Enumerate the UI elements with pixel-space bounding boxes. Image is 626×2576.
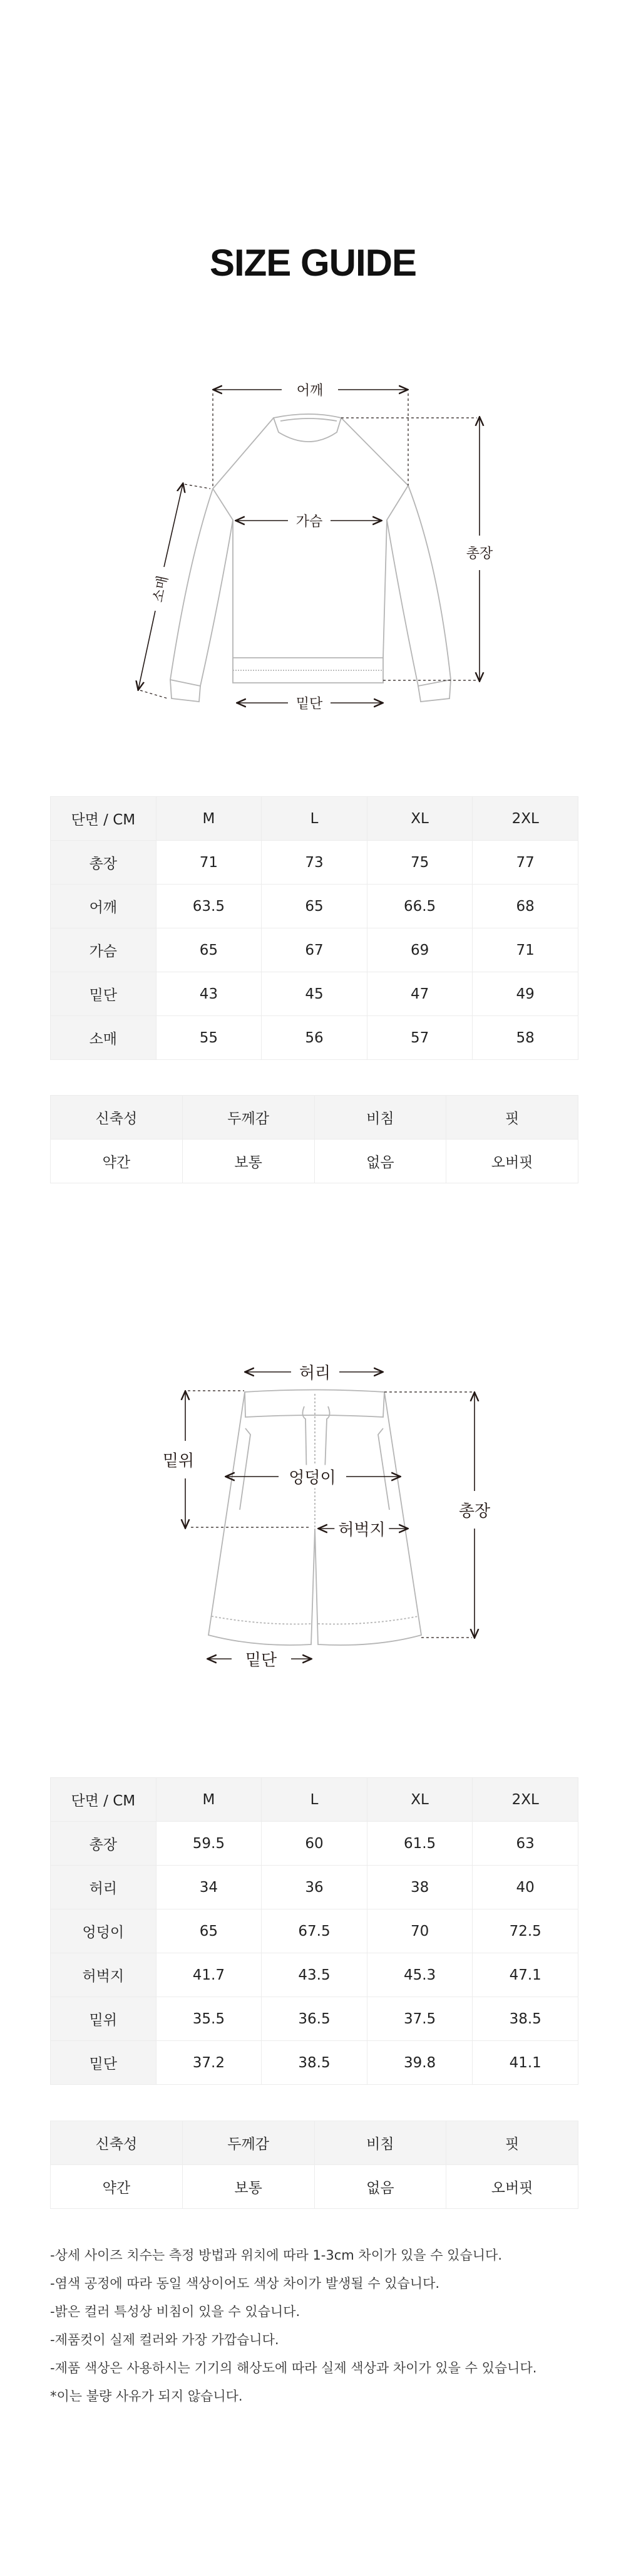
cell: 56 (262, 1016, 367, 1060)
table-header-row (51, 2121, 578, 2165)
note-line: -제품 색상은 사용하시는 기기의 해상도에 따라 실제 색상과 차이가 있을 수 있습니다. (50, 2360, 537, 2376)
header-cell: 2XL (473, 1778, 578, 1822)
cell: 72.5 (473, 1909, 578, 1953)
cell: 오버핏 (446, 2165, 578, 2209)
cell: 38 (367, 1866, 473, 1909)
row-label: 밑단 (51, 2041, 156, 2085)
table-row (51, 1866, 578, 1909)
cell: 61.5 (367, 1822, 473, 1866)
note-line: -상세 사이즈 치수는 측정 방법과 위치에 따라 1-3cm 차이가 있을 수 있습니다. (50, 2248, 502, 2263)
table-row (51, 1822, 578, 1866)
cell: 43 (156, 972, 262, 1016)
label-hip: 엉덩이 (285, 1465, 339, 1488)
row-label: 허벅지 (51, 1953, 156, 1997)
cell: 58 (473, 1016, 578, 1060)
bottom-fabric-table (50, 2121, 578, 2209)
table-row (51, 1953, 578, 1997)
table-row (51, 1140, 578, 1183)
top-size-table (50, 796, 578, 1060)
header-cell: 신축성 (51, 2121, 183, 2165)
row-label: 총장 (51, 1822, 156, 1866)
note-line: -밝은 컬러 특성상 비침이 있을 수 있습니다. (50, 2304, 300, 2319)
cell: 47 (367, 972, 473, 1016)
cell: 없음 (314, 1140, 446, 1183)
header-cell: 2XL (473, 797, 578, 841)
cell: 63 (473, 1822, 578, 1866)
row-label: 소매 (51, 1016, 156, 1060)
cell: 34 (156, 1866, 262, 1909)
row-label: 밑단 (51, 972, 156, 1016)
cell: 37.5 (367, 1997, 473, 2041)
cell: 71 (473, 928, 578, 972)
cell: 37.2 (156, 2041, 262, 2085)
cell: 67 (262, 928, 367, 972)
table-row (51, 928, 578, 972)
cell: 36 (262, 1866, 367, 1909)
header-cell: 단면 / CM (51, 1778, 156, 1822)
cell: 없음 (314, 2165, 446, 2209)
cell: 57 (367, 1016, 473, 1060)
cell: 75 (367, 841, 473, 885)
shorts-sketch (0, 1347, 626, 1673)
header-cell: 비침 (314, 2121, 446, 2165)
table-row (51, 2041, 578, 2085)
cell: 47.1 (473, 1953, 578, 1997)
cell: 67.5 (262, 1909, 367, 1953)
label-waist: 허리 (295, 1361, 334, 1384)
cell: 63.5 (156, 885, 262, 928)
cell: 41.1 (473, 2041, 578, 2085)
header-cell: M (156, 797, 262, 841)
row-label: 엉덩이 (51, 1909, 156, 1953)
note-line: *이는 불량 사유가 되지 않습니다. (50, 2389, 243, 2404)
label-sleeve: 소매 (146, 570, 173, 608)
cell: 40 (473, 1866, 578, 1909)
cell: 오버핏 (446, 1140, 578, 1183)
cell: 73 (262, 841, 367, 885)
table-row (51, 1909, 578, 1953)
table-row (51, 1997, 578, 2041)
top-fabric-table (50, 1095, 578, 1183)
row-label: 가슴 (51, 928, 156, 972)
cell: 보통 (182, 2165, 314, 2209)
sweatshirt-sketch (0, 351, 626, 727)
cell: 68 (473, 885, 578, 928)
table-row (51, 2165, 578, 2209)
row-label: 총장 (51, 841, 156, 885)
label-shoulder: 어깨 (293, 380, 327, 400)
cell: 66.5 (367, 885, 473, 928)
table-row (51, 885, 578, 928)
cell: 35.5 (156, 1997, 262, 2041)
sweatshirt-diagram (0, 351, 626, 727)
note-line: -제품컷이 실제 컬러와 가장 가깝습니다. (50, 2332, 279, 2347)
header-cell: 두께감 (182, 2121, 314, 2165)
cell: 70 (367, 1909, 473, 1953)
cell: 55 (156, 1016, 262, 1060)
cell: 보통 (182, 1140, 314, 1183)
note-line: -염색 공정에 따라 동일 색상이어도 색상 차이가 발생될 수 있습니다. (50, 2276, 440, 2291)
cell: 43.5 (262, 1953, 367, 1997)
header-cell: M (156, 1778, 262, 1822)
label-thigh: 허벅지 (334, 1517, 389, 1540)
label-total-length: 총장 (455, 1498, 494, 1522)
table-row (51, 1016, 578, 1060)
cell: 49 (473, 972, 578, 1016)
cell: 45 (262, 972, 367, 1016)
row-label: 허리 (51, 1866, 156, 1909)
cell: 38.5 (262, 2041, 367, 2085)
cell: 41.7 (156, 1953, 262, 1997)
header-cell: 비침 (314, 1096, 446, 1140)
cell: 36.5 (262, 1997, 367, 2041)
header-cell: L (262, 797, 367, 841)
label-hem: 밑단 (292, 693, 327, 713)
header-cell: 핏 (446, 2121, 578, 2165)
cell: 69 (367, 928, 473, 972)
cell: 45.3 (367, 1953, 473, 1997)
header-cell: 단면 / CM (51, 797, 156, 841)
page-title: SIZE GUIDE (209, 242, 417, 284)
cell: 39.8 (367, 2041, 473, 2085)
cell: 약간 (51, 1140, 183, 1183)
table-header-row (51, 797, 578, 841)
label-hem: 밑단 (242, 1648, 280, 1671)
label-total-length: 총장 (463, 543, 497, 563)
cell: 65 (262, 885, 367, 928)
cell: 65 (156, 1909, 262, 1953)
row-label: 밑위 (51, 1997, 156, 2041)
table-row (51, 841, 578, 885)
label-rise: 밑위 (159, 1448, 198, 1472)
header-cell: 두께감 (182, 1096, 314, 1140)
row-label: 어깨 (51, 885, 156, 928)
shorts-diagram (0, 1347, 626, 1673)
header-cell: 핏 (446, 1096, 578, 1140)
label-chest: 가슴 (292, 511, 327, 531)
cell: 38.5 (473, 1997, 578, 2041)
cell: 71 (156, 841, 262, 885)
table-header-row (51, 1096, 578, 1140)
cell: 77 (473, 841, 578, 885)
cell: 약간 (51, 2165, 183, 2209)
header-cell: 신축성 (51, 1096, 183, 1140)
table-row (51, 972, 578, 1016)
header-cell: XL (367, 1778, 473, 1822)
bottom-size-table (50, 1777, 578, 2085)
notes (50, 2241, 588, 2411)
table-header-row (51, 1778, 578, 1822)
cell: 60 (262, 1822, 367, 1866)
header-cell: L (262, 1778, 367, 1822)
header-cell: XL (367, 797, 473, 841)
cell: 59.5 (156, 1822, 262, 1866)
cell: 65 (156, 928, 262, 972)
